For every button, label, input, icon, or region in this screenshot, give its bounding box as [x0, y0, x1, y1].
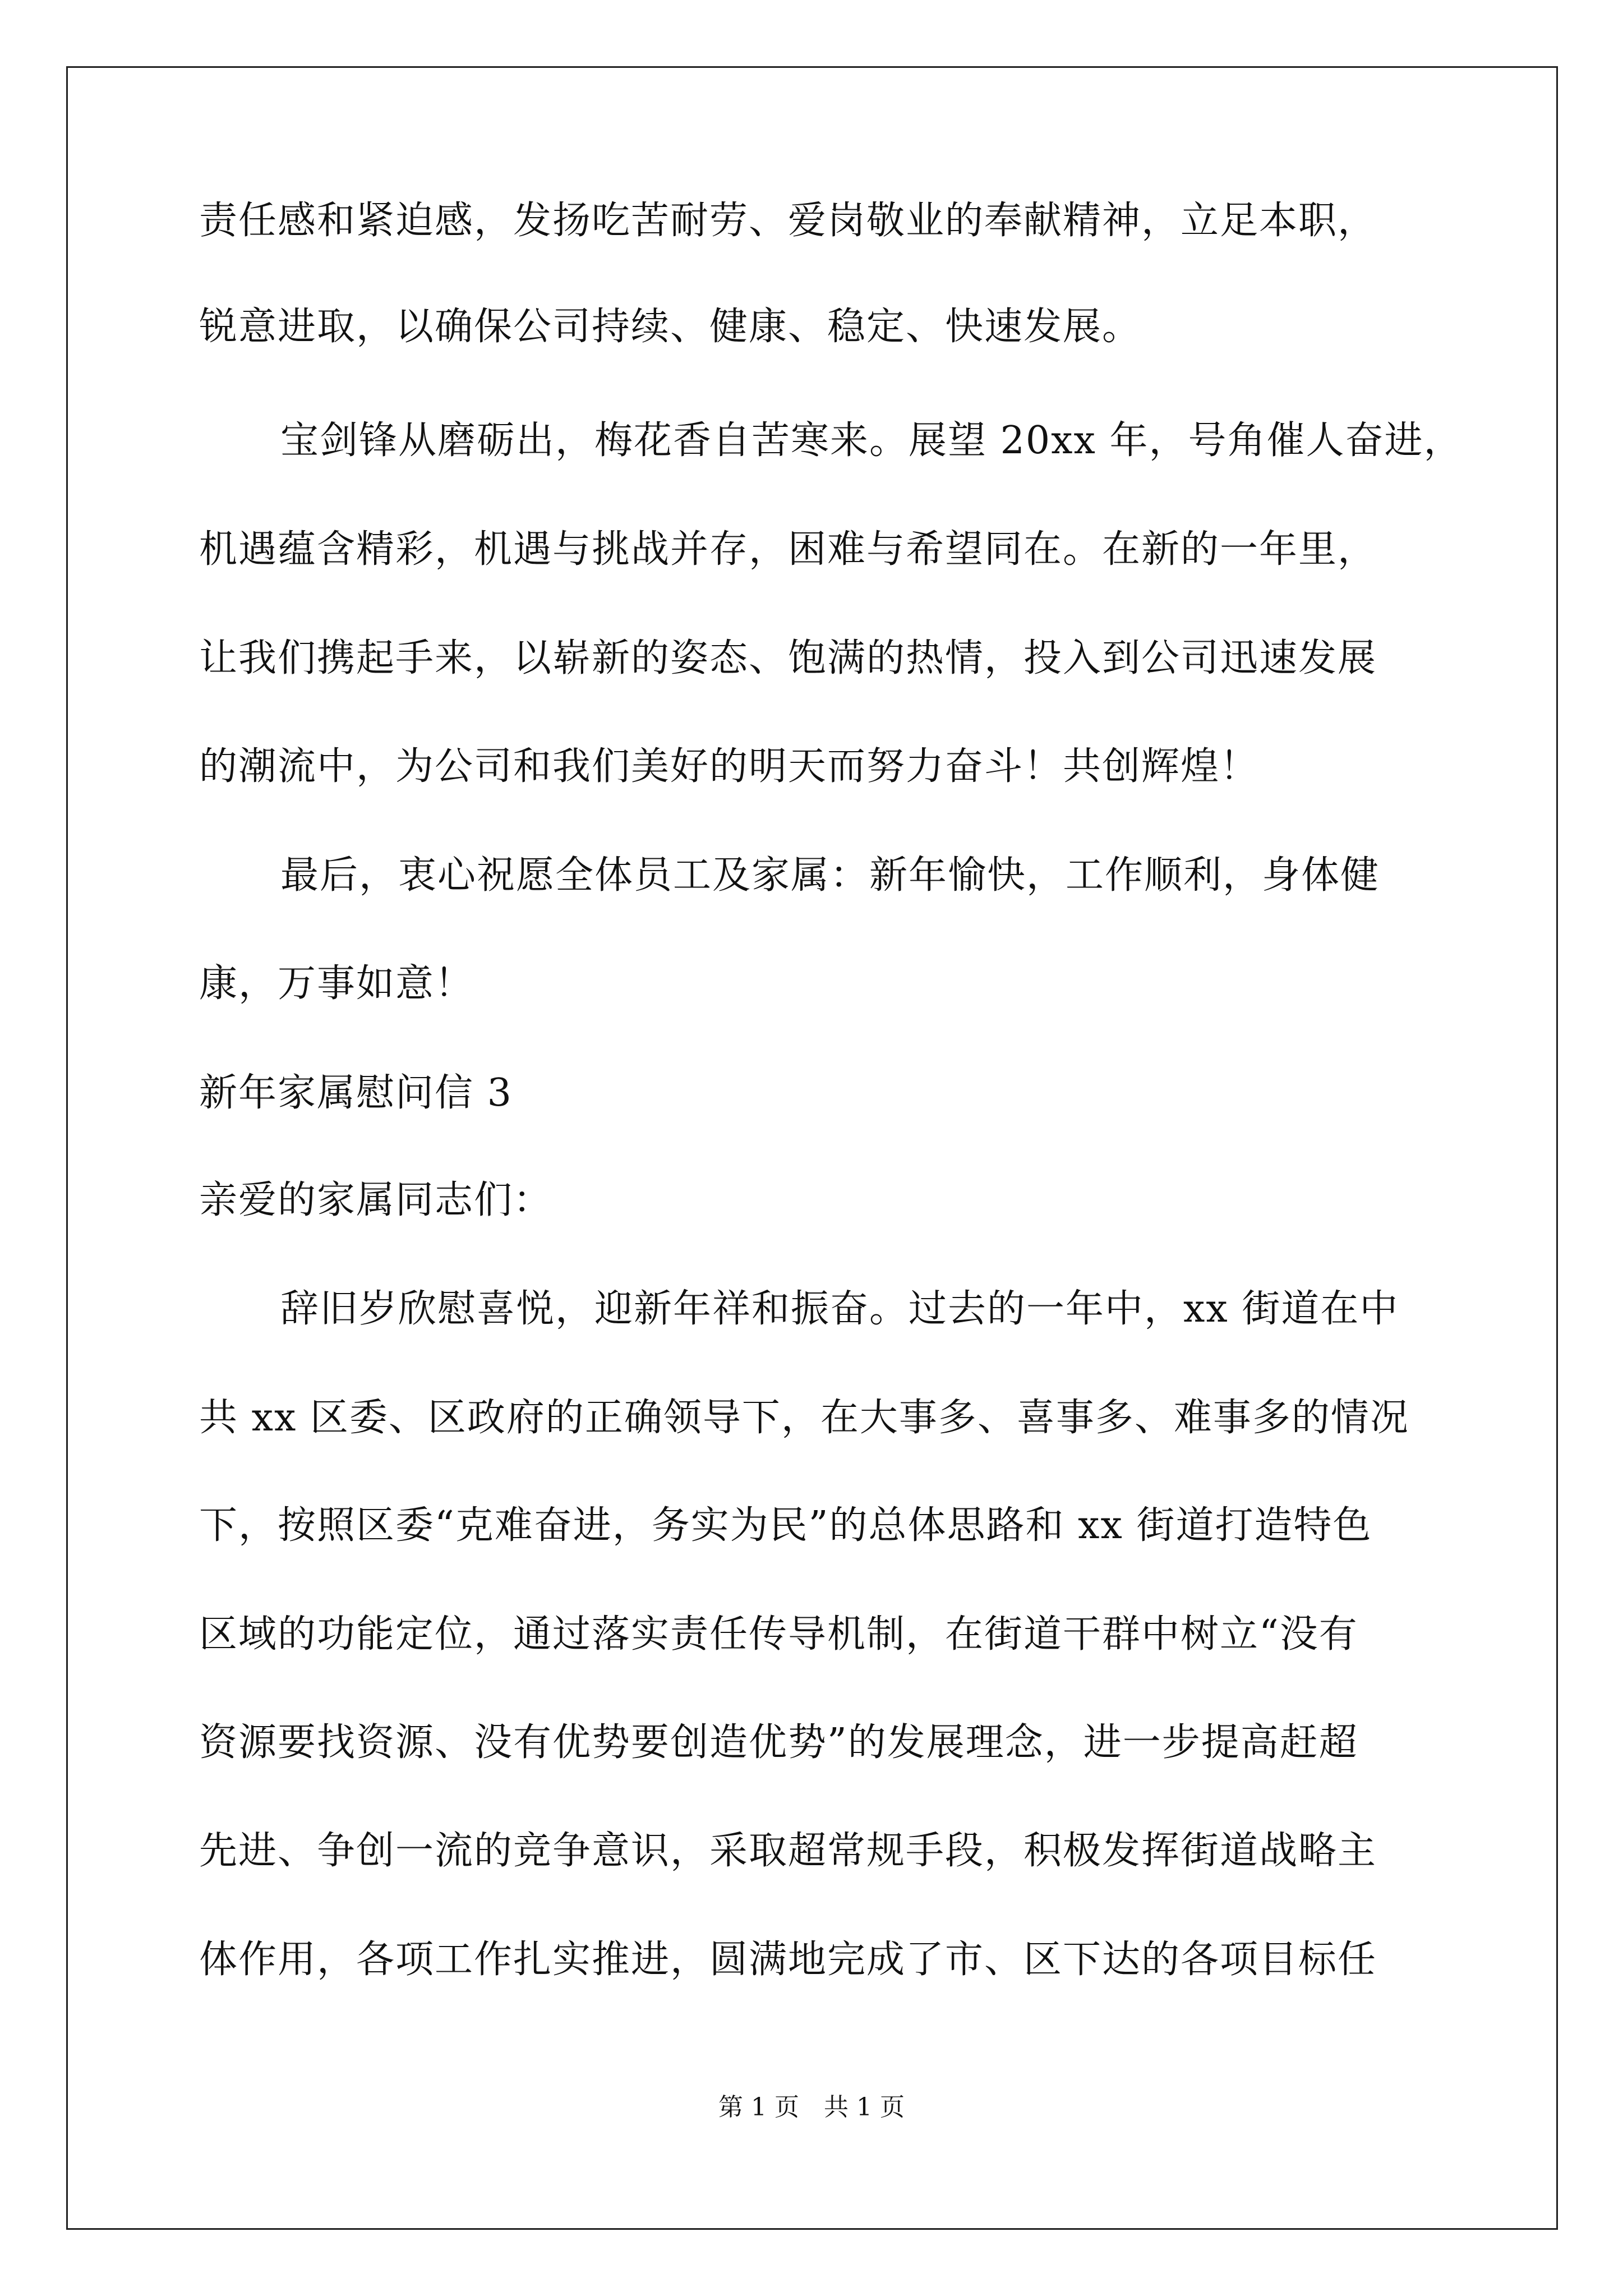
text-line: 资源要找资源、没有优势要创造优势”的发展理念，进一步提高赶超 [199, 1720, 1358, 1765]
text-line: 责任感和紧迫感，发扬吃苦耐劳、爱岗敬业的奉献精神，立足本职， [199, 199, 1377, 243]
text-line: 让我们携起手来，以崭新的姿态、饱满的热情，投入到公司迅速发展 [199, 636, 1377, 680]
text-line: 区域的功能定位，通过落实责任传导机制，在街道干群中树立“没有 [199, 1612, 1358, 1657]
text-line: 锐意进取，以确保公司持续、健康、稳定、快速发展。 [199, 305, 1142, 349]
text-line: 辞旧岁欣慰喜悦，迎新年祥和振奋。过去的一年中，xx 街道在中 [280, 1287, 1399, 1331]
text-line: 的潮流中，为公司和我们美好的明天而努力奋斗！共创辉煌！ [199, 744, 1260, 789]
page-border [66, 66, 1558, 2230]
text-line: 宝剑锋从磨砺出，梅花香自苦寒来。展望 20xx 年，号角催人奋进， [280, 418, 1463, 463]
salutation: 亲爱的家属同志们： [199, 1178, 553, 1222]
text-line: 下，按照区委“克难奋进，务实为民”的总体思路和 xx 街道打造特色 [199, 1503, 1372, 1548]
section-heading: 新年家属慰问信 3 [199, 1071, 513, 1115]
text-line: 先进、争创一流的竞争意识，采取超常规手段，积极发挥街道战略主 [199, 1829, 1377, 1873]
text-line: 最后，衷心祝愿全体员工及家属：新年愉快，工作顺利，身体健 [280, 853, 1380, 898]
text-line: 体作用，各项工作扎实推进，圆满地完成了市、区下达的各项目标任 [199, 1938, 1377, 1982]
text-line: 共 xx 区委、区政府的正确领导下，在大事多、喜事多、难事多的情况 [199, 1396, 1409, 1440]
text-line: 康，万事如意！ [199, 961, 474, 1006]
text-line: 机遇蕴含精彩，机遇与挑战并存，困难与希望同在。在新的一年里， [199, 527, 1377, 572]
page-footer: 第 1 页 共 1 页 [718, 2093, 905, 2122]
